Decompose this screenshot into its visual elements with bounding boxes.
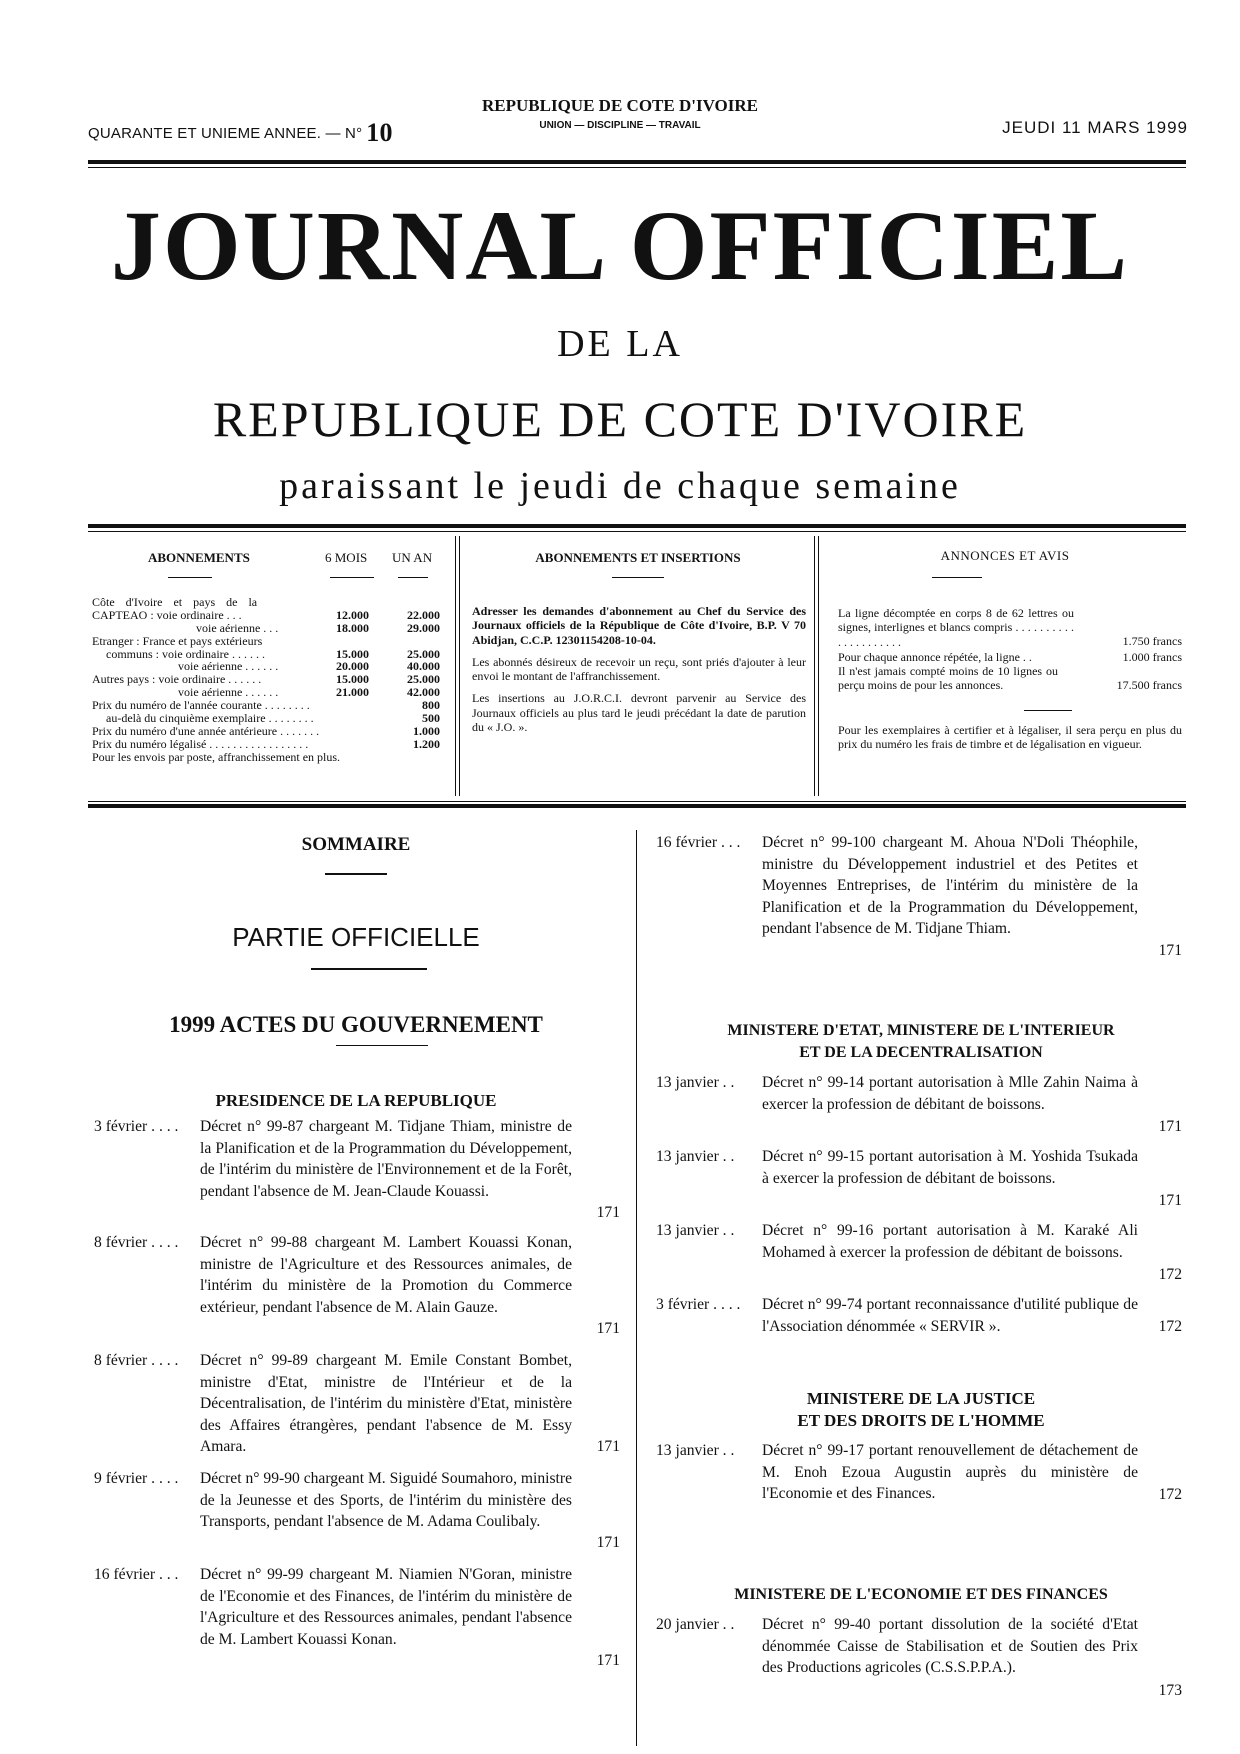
subscriptions-heading: ABONNEMENTS — [148, 550, 250, 565]
short-rule — [398, 577, 428, 578]
sommaire-entry — [656, 1614, 1186, 1704]
entry-date: 13 janvier . . — [656, 1222, 735, 1239]
entry-date: 3 février . . . . — [94, 1118, 179, 1135]
entry-date: 13 janvier . . — [656, 1442, 735, 1459]
box-bottom-rule — [88, 804, 1186, 808]
annonce-desc: La ligne décomptée en corps 8 de 62 lettres ou signes, interlignes et blancs compris . . . . . . . . . . . . . . . . . . . . . — [838, 606, 1074, 649]
journal-title: JOURNAL OFFICIEL — [110, 190, 1130, 301]
entry-text: Décret n° 99-40 portant dissolution de la société d'Etat dénommée Caisse de Stabilisation et de Soutien des Prix des Productions agricoles (C.S.S.P.P.A.). — [762, 1616, 1138, 1676]
entry-page: 171 — [596, 1652, 620, 1669]
actes-heading: 1999 ACTES DU GOUVERNEMENT — [169, 1012, 543, 1037]
price-row — [92, 609, 440, 622]
annonce-price: 17.500 francs — [1116, 678, 1182, 692]
price-un-an: 29.000 — [407, 620, 440, 635]
price-un-an: 1.000 — [413, 723, 440, 738]
box-divider — [818, 536, 819, 796]
interieur-heading-line-2: ET DE LA DECENTRALISATION — [799, 1044, 1043, 1061]
sommaire-entry — [656, 832, 1186, 964]
insertions-address: Adresser les demandes d'abonnement au Chef du Service des Journaux officiels de la République de Côte d'Ivoire, B.P. V 70 Abidjan, C.C.P. 12301154208-10-04. — [472, 604, 806, 647]
row-label: au-delà du cinquième exemplaire . . . . . . . . — [106, 711, 314, 726]
col-un-an: UN AN — [392, 550, 433, 565]
row-label: CAPTEAO : voie ordinaire . . . — [92, 607, 242, 622]
short-rule — [311, 968, 427, 970]
row-label: Pour les envois par poste, affranchissement en plus. — [92, 749, 341, 764]
economie-heading: MINISTERE DE L'ECONOMIE ET DES FINANCES — [734, 1586, 1108, 1603]
price-un-an: 800 — [422, 698, 440, 713]
row-label: voie aérienne . . . — [196, 620, 279, 635]
entry-date: 16 février . . . — [656, 834, 741, 851]
entry-date: 9 février . . . . — [94, 1470, 179, 1487]
issue-info — [88, 118, 393, 148]
national-motto: UNION — DISCIPLINE — TRAVAIL — [539, 120, 701, 131]
entry-text: Décret n° 99-90 chargeant M. Siguidé Soumahoro, ministre de la Jeunesse et des Sports, de l'intérim du ministère des Transports, pendant l'absence de M. Adama Coulibaly. — [200, 1470, 572, 1530]
box-divider — [455, 536, 456, 796]
entry-date: 8 février . . . . — [94, 1352, 179, 1369]
price-row — [92, 635, 440, 648]
annonce-row — [838, 664, 1186, 708]
entry-date: 13 janvier . . — [656, 1074, 735, 1091]
entry-page: 171 — [1158, 1118, 1182, 1135]
header-rule-thin — [88, 167, 1186, 168]
sommaire-title: SOMMAIRE — [301, 834, 411, 855]
price-un-an: 25.000 — [407, 646, 440, 661]
interieur-heading-line-1: MINISTERE D'ETAT, MINISTERE DE L'INTERIEUR — [727, 1022, 1115, 1039]
entry-date: 13 janvier . . — [656, 1148, 735, 1165]
issue-date: JEUDI 11 MARS 1999 — [1002, 118, 1188, 137]
price-6-mois: 20.000 — [336, 659, 369, 674]
box-divider — [459, 536, 460, 796]
short-rule — [932, 577, 982, 578]
entry-page: 171 — [596, 1534, 620, 1551]
insertions-text — [472, 604, 806, 742]
sommaire-entry — [94, 1468, 624, 1558]
masthead-line-2: REPUBLIQUE DE COTE D'IVOIRE — [212, 391, 1028, 447]
annonce-desc: Pour chaque annonce répétée, la ligne . . — [838, 650, 1032, 664]
entry-text: Décret n° 99-16 portant autorisation à M. Karaké Ali Mohamed à exercer la profession de débitant de boissons. — [762, 1222, 1138, 1261]
price-table — [92, 596, 440, 764]
sommaire-entry — [656, 1440, 1186, 1508]
annonces-certification: Pour les exemplaires à certifier et à légaliser, il sera perçu en plus du prix du numéro les frais de timbre et de légalisation en vigueur. — [838, 723, 1182, 752]
col-6-mois: 6 MOIS — [325, 550, 368, 565]
header-center — [420, 96, 820, 131]
row-label: Côte d'Ivoire et pays de la — [92, 595, 258, 609]
annonce-row — [838, 606, 1186, 650]
entry-page: 171 — [1158, 1192, 1182, 1209]
header-rule — [88, 160, 1186, 164]
sommaire-entry — [656, 1146, 1186, 1214]
row-label: voie aérienne . . . . . . — [178, 685, 279, 700]
entry-text: Décret n° 99-14 portant autorisation à Mlle Zahin Naima à exercer la profession de débitant de boissons. — [762, 1074, 1138, 1113]
entry-text: Décret n° 99-87 chargeant M. Tidjane Thiam, ministre de la Planification et de la Programmation du Développement, de l'intérim du ministère de l'Environnement et de la Forêt, pendant l'absence de M. Jean-Claude Kouassi. — [200, 1118, 572, 1200]
masthead-line-3: paraissant le jeudi de chaque semaine — [279, 465, 961, 507]
annonce-row — [838, 650, 1186, 664]
price-row — [92, 751, 440, 764]
row-label: voie aérienne . . . . . . — [178, 659, 279, 674]
row-label: Autres pays : voie ordinaire . . . . . . — [92, 672, 262, 687]
price-6-mois: 15.000 — [336, 672, 369, 687]
justice-heading — [656, 1388, 1186, 1432]
short-rule — [612, 577, 664, 578]
annonce-price: 1.000 francs — [1122, 650, 1182, 664]
price-un-an: 40.000 — [407, 659, 440, 674]
entry-text: Décret n° 99-15 portant autorisation à M. Yoshida Tsukada à exercer la profession de débitant de boissons. — [762, 1148, 1138, 1187]
annonce-desc: Il n'est jamais compté moins de 10 lignes ou perçu moins de pour les annonces. — [838, 664, 1058, 693]
row-label: Prix du numéro d'une année antérieure . . . . . . . — [92, 723, 320, 738]
partie-officielle: PARTIE OFFICIELLE — [232, 922, 480, 952]
year-label: QUARANTE ET UNIEME ANNEE. — N° — [88, 125, 363, 142]
price-6-mois: 18.000 — [336, 620, 369, 635]
entry-date: 20 janvier . . — [656, 1616, 735, 1633]
row-label: communs : voie ordinaire . . . . . . — [106, 646, 265, 661]
presidence-heading: PRESIDENCE DE LA REPUBLIQUE — [215, 1091, 497, 1110]
entry-text: Décret n° 99-17 portant renouvellement de détachement de M. Enoh Ezoua Augustin auprès du ministère de l'Economie et des Finances. — [762, 1442, 1138, 1502]
sommaire-entry — [94, 1232, 624, 1344]
row-label: Etranger : France et pays extérieurs — [92, 633, 263, 648]
entry-page: 173 — [1158, 1682, 1182, 1699]
box-divider — [814, 536, 815, 796]
sommaire-entry — [656, 1072, 1186, 1140]
country-name: REPUBLIQUE DE COTE D'IVOIRE — [482, 96, 758, 115]
short-rule — [330, 577, 374, 578]
entry-date: 3 février . . . . — [656, 1296, 741, 1313]
entry-date: 8 février . . . . — [94, 1234, 179, 1251]
annonces-text — [838, 606, 1186, 752]
interieur-heading — [656, 1020, 1186, 1064]
price-6-mois: 21.000 — [336, 685, 369, 700]
entry-text: Décret n° 99-74 portant reconnaissance d'utilité publique de l'Association dénommée « SERVIR ». — [762, 1296, 1138, 1335]
insertions-deadline: Les insertions au J.O.R.C.I. devront parvenir au Service des Journaux officiels au plus tard le jeudi précédant la date de parution du « J.O. ». — [472, 691, 806, 735]
sommaire-entry — [94, 1564, 624, 1676]
box-top-rule — [88, 524, 1186, 528]
insertions-receipt: Les abonnés désireux de recevoir un reçu, sont priés d'ajouter à leur envoi le montant de l'affranchissement. — [472, 654, 806, 684]
sommaire-entry — [656, 1220, 1186, 1288]
price-un-an: 1.200 — [413, 736, 440, 751]
entry-page: 172 — [1158, 1318, 1182, 1335]
price-un-an: 500 — [422, 711, 440, 726]
box-top-rule-thin — [88, 531, 1186, 532]
price-un-an: 22.000 — [407, 607, 440, 622]
masthead-line-1: DE LA — [557, 323, 683, 365]
entry-page: 171 — [596, 1438, 620, 1455]
short-rule — [1024, 710, 1072, 711]
price-6-mois: 15.000 — [336, 646, 369, 661]
short-rule — [325, 873, 387, 875]
row-label: Prix du numéro légalisé . . . . . . . . . . . . . . . . . — [92, 736, 309, 751]
price-un-an: 42.000 — [407, 685, 440, 700]
annonces-heading: ANNONCES ET AVIS — [940, 548, 1070, 563]
sommaire-entry — [94, 1116, 624, 1228]
short-rule — [336, 1045, 428, 1046]
insertions-heading: ABONNEMENTS ET INSERTIONS — [535, 550, 741, 565]
price-6-mois: 12.000 — [336, 607, 369, 622]
short-rule — [168, 577, 212, 578]
entry-page: 171 — [1158, 942, 1182, 959]
issue-number: 10 — [366, 118, 393, 147]
price-un-an: 25.000 — [407, 672, 440, 687]
entry-text: Décret n° 99-100 chargeant M. Ahoua N'Doli Théophile, ministre du Développement industriel et des Petites et Moyennes Entreprises, de l'intérim du ministère de la Planification et de la Programmation du Développement, pendant l'absence de M. Tidjane Thiam. — [762, 834, 1138, 937]
column-divider — [636, 830, 637, 1746]
row-label: Prix du numéro de l'année courante . . . . . . . . — [92, 698, 310, 713]
entry-page: 172 — [1158, 1486, 1182, 1503]
entry-text: Décret n° 99-99 chargeant M. Niamien N'Goran, ministre de l'Economie et des Finances, de l'intérim du ministère de l'Agriculture et des Ressources animales, pendant l'absence de M. Lambert Kouassi Konan. — [200, 1566, 572, 1648]
entry-page: 172 — [1158, 1266, 1182, 1283]
annonce-price: 1.750 francs — [1122, 634, 1182, 648]
entry-text: Décret n° 99-88 chargeant M. Lambert Kouassi Konan, ministre de l'Agriculture et des Ressources animales, de l'intérim du ministère de la Promotion du Commerce extérieur, pendant l'absence de M. Alain Gauze. — [200, 1234, 572, 1316]
box-bottom-rule-thin — [88, 801, 1186, 802]
justice-heading-line-1: MINISTERE DE LA JUSTICE — [806, 1389, 1036, 1408]
entry-page: 171 — [596, 1204, 620, 1221]
entry-text: Décret n° 99-89 chargeant M. Emile Constant Bombet, ministre d'Etat, ministre de l'Intérieur et de la Décentralisation, de l'intérim du ministère d'Etat, ministère des Affaires étrangères, pendant l'absence de M. Essy Amara. — [200, 1352, 572, 1455]
entry-page: 171 — [596, 1320, 620, 1337]
sommaire-entry — [94, 1350, 624, 1462]
sommaire-entry — [656, 1294, 1186, 1340]
entry-date: 16 février . . . — [94, 1566, 179, 1583]
justice-heading-line-2: ET DES DROITS DE L'HOMME — [797, 1411, 1045, 1430]
